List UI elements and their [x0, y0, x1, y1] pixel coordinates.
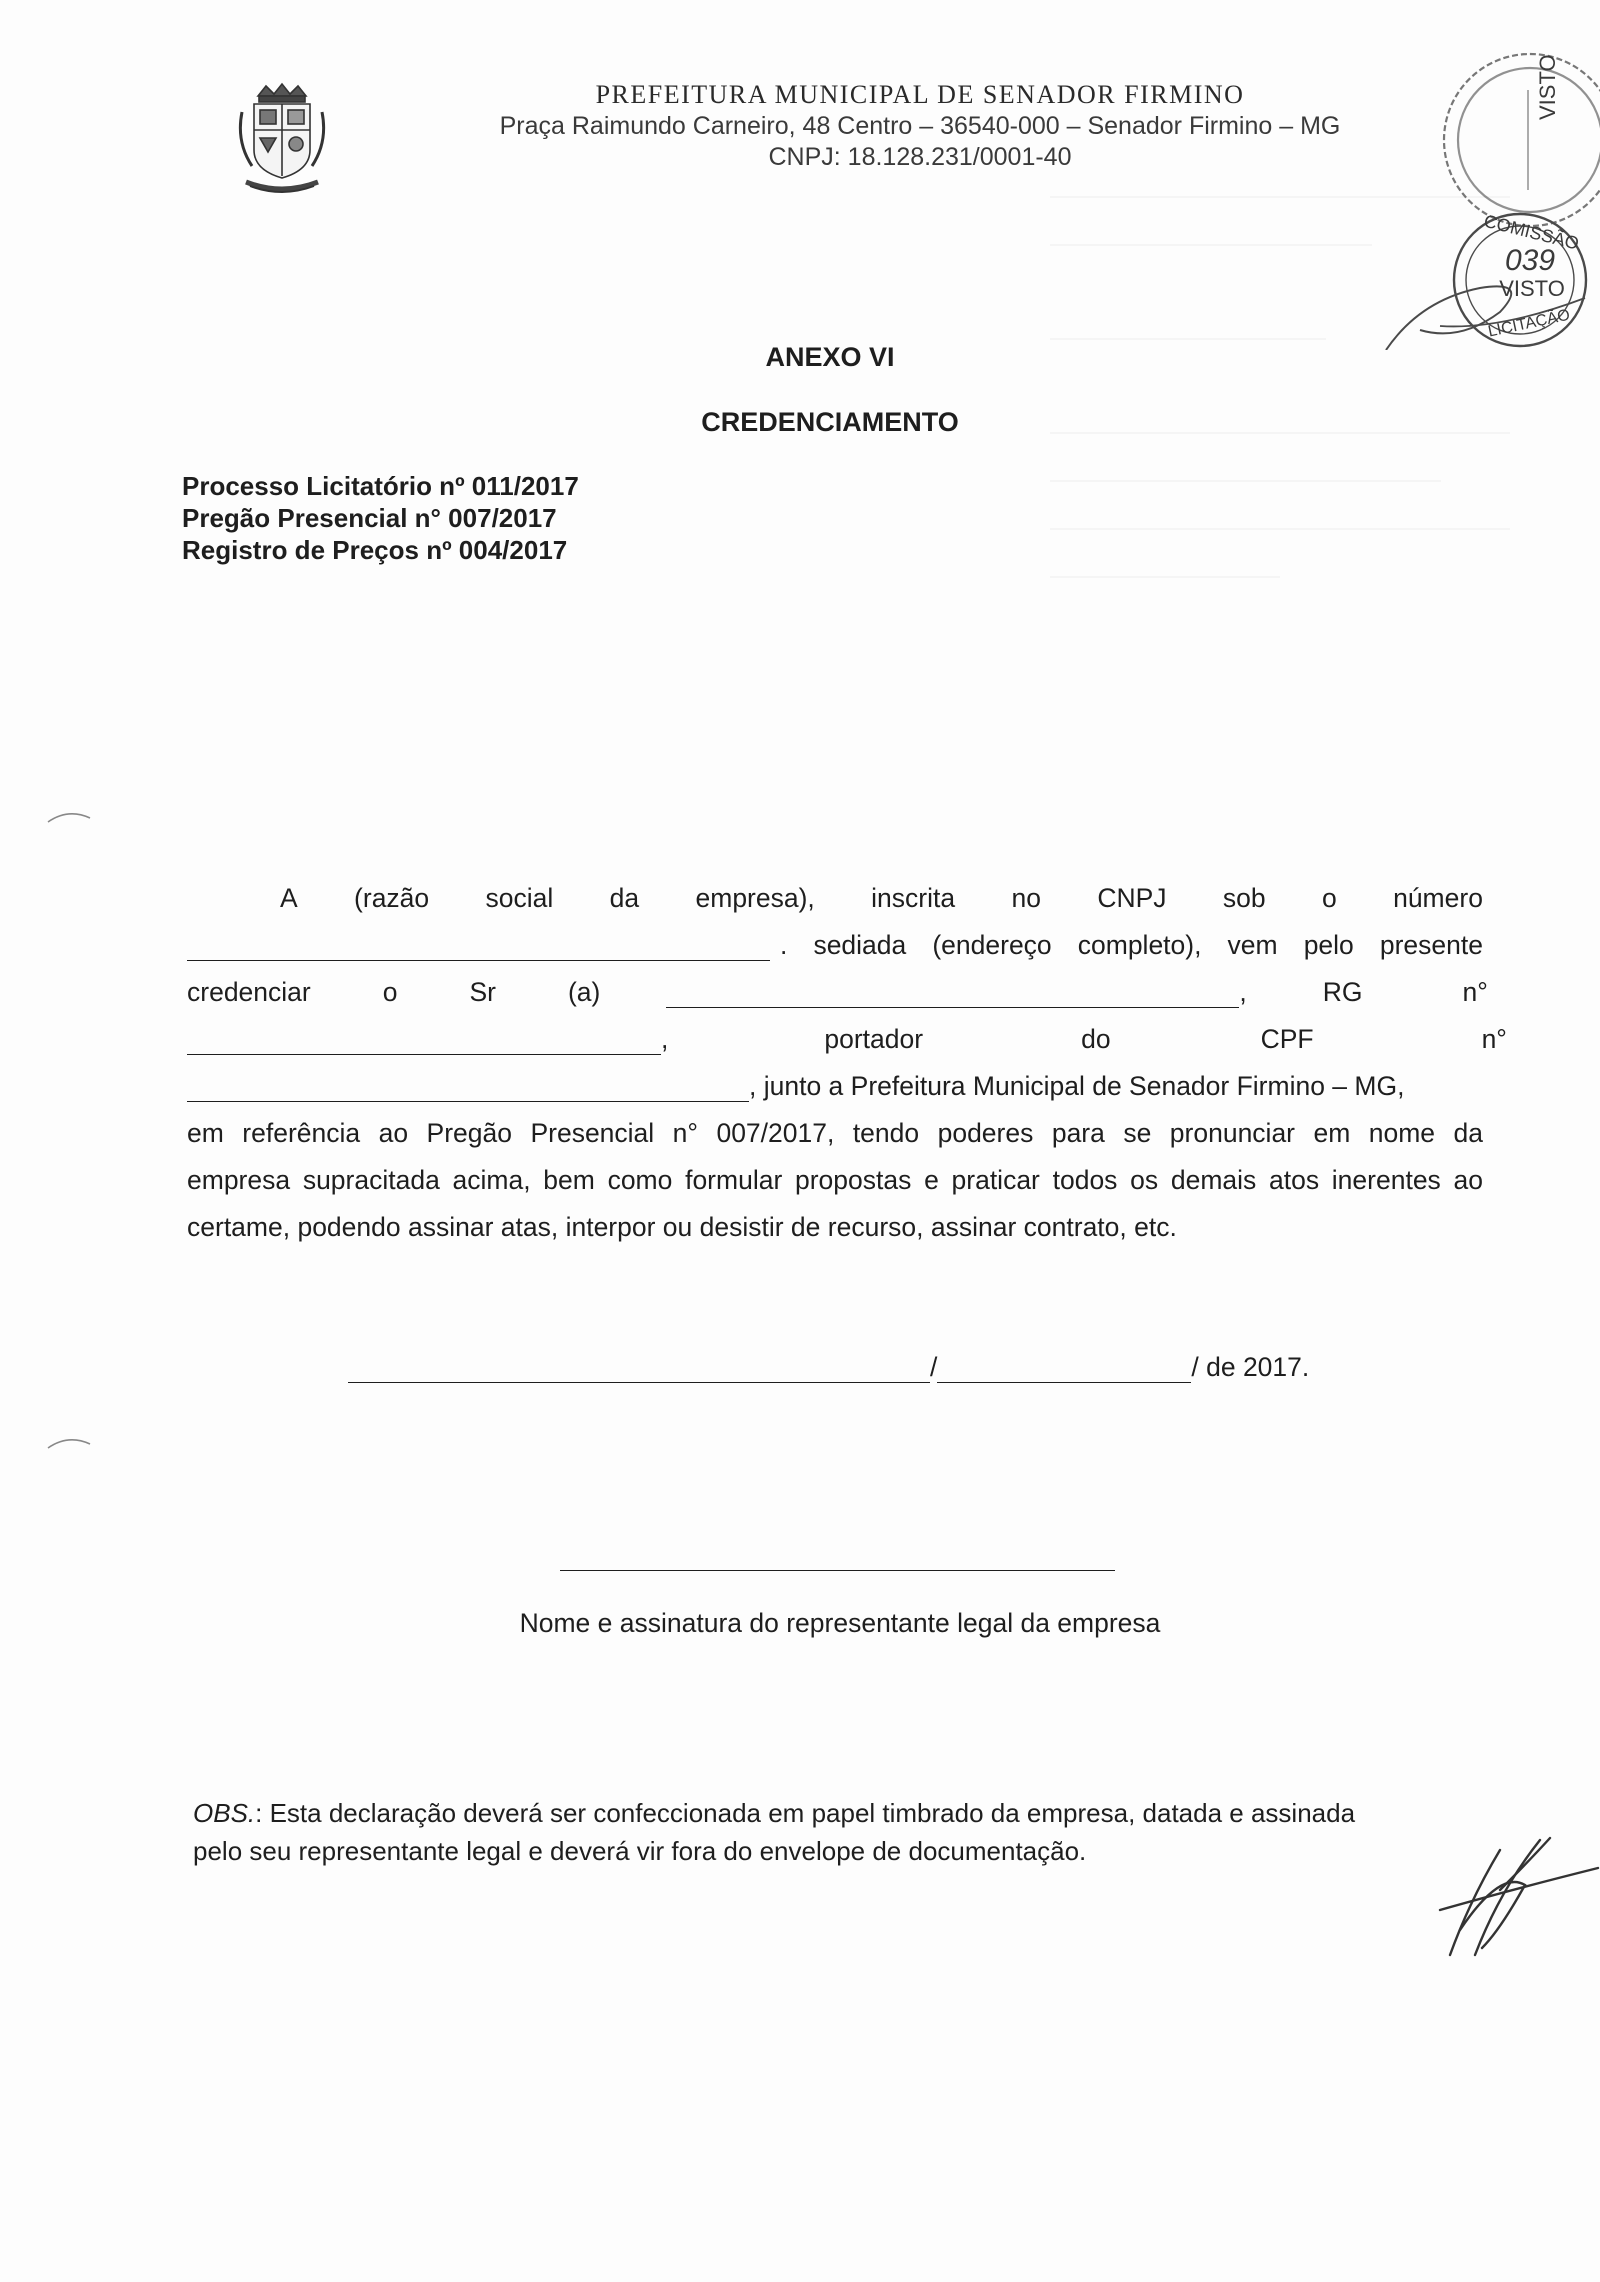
margin-mark-icon [44, 1432, 94, 1452]
body-line-7: empresa supracitada acima, bem como formular propostas e praticar todos os demais atos inerentes ao [187, 1165, 1483, 1195]
body-line-8: certame, podendo assinar atas, interpor ou desistir de recurso, assinar contrato, etc. [187, 1212, 1177, 1242]
stamp-top-text: COMISSÃO [1481, 210, 1581, 254]
month-blank[interactable] [937, 1358, 1191, 1383]
signature-line[interactable] [560, 1570, 1115, 1571]
date-line: / / de 2017. [348, 1352, 1309, 1383]
handwritten-initials-icon [1430, 1830, 1600, 1960]
municipality-address: Praça Raimundo Carneiro, 48 Centro – 36540-000 – Senador Firmino – MG [499, 112, 1341, 140]
stamp-visto-label: VISTO [1499, 276, 1565, 301]
committee-stamp-icon [1380, 30, 1600, 350]
annex-title: CREDENCIAMENTO [701, 407, 959, 437]
coat-of-arms-icon [232, 82, 332, 197]
municipality-cnpj: CNPJ: 18.128.231/0001-40 [768, 143, 1072, 171]
process-number: Processo Licitatório nº 011/2017 [182, 471, 579, 501]
signature-label: Nome e assinatura do representante legal da empresa [519, 1608, 1161, 1638]
representative-name-blank[interactable] [666, 983, 1239, 1008]
stamp-licitacao-label: LICITAÇÃO [1486, 306, 1572, 341]
stamp-visto-text: VISTO [1535, 54, 1560, 120]
obs-line-1: OBS.: Esta declaração deverá ser confeccionada em papel timbrado da empresa, datada e assinada [193, 1798, 1356, 1828]
obs-line-2: pelo seu representante legal e deverá vir fora do envelope de documentação. [193, 1836, 1087, 1866]
auction-number: Pregão Presencial n° 007/2017 [182, 503, 557, 533]
body-line-5: , junto a Prefeitura Municipal de Senador Firmino – MG, [187, 1071, 1483, 1102]
body-line-1: A (razão social da empresa), inscrita no CNPJ sob o número [280, 883, 1483, 913]
stamp-page-number: 039 [1504, 244, 1556, 277]
municipality-name: PREFEITURA MUNICIPAL DE SENADOR FIRMINO [595, 80, 1245, 109]
annex-number: ANEXO VI [765, 342, 895, 372]
cnpj-blank[interactable] [187, 936, 770, 961]
cpf-number-blank[interactable] [187, 1077, 749, 1102]
margin-mark-icon [44, 806, 94, 826]
body-line-4: , portador do CPF n° [187, 1024, 1483, 1055]
price-registry-number: Registro de Preços nº 004/2017 [182, 535, 568, 565]
city-day-blank[interactable] [348, 1358, 930, 1383]
body-line-3: credenciar o Sr (a) , RG n° [187, 977, 1488, 1007]
body-line-6: em referência ao Pregão Presencial n° 007/2017, tendo poderes para se pronunciar em nome da [187, 1118, 1483, 1148]
obs-label: OBS. [193, 1798, 256, 1828]
body-line-2: . sediada (endereço completo), vem pelo presente [187, 930, 1483, 961]
rg-number-blank[interactable] [187, 1030, 661, 1055]
